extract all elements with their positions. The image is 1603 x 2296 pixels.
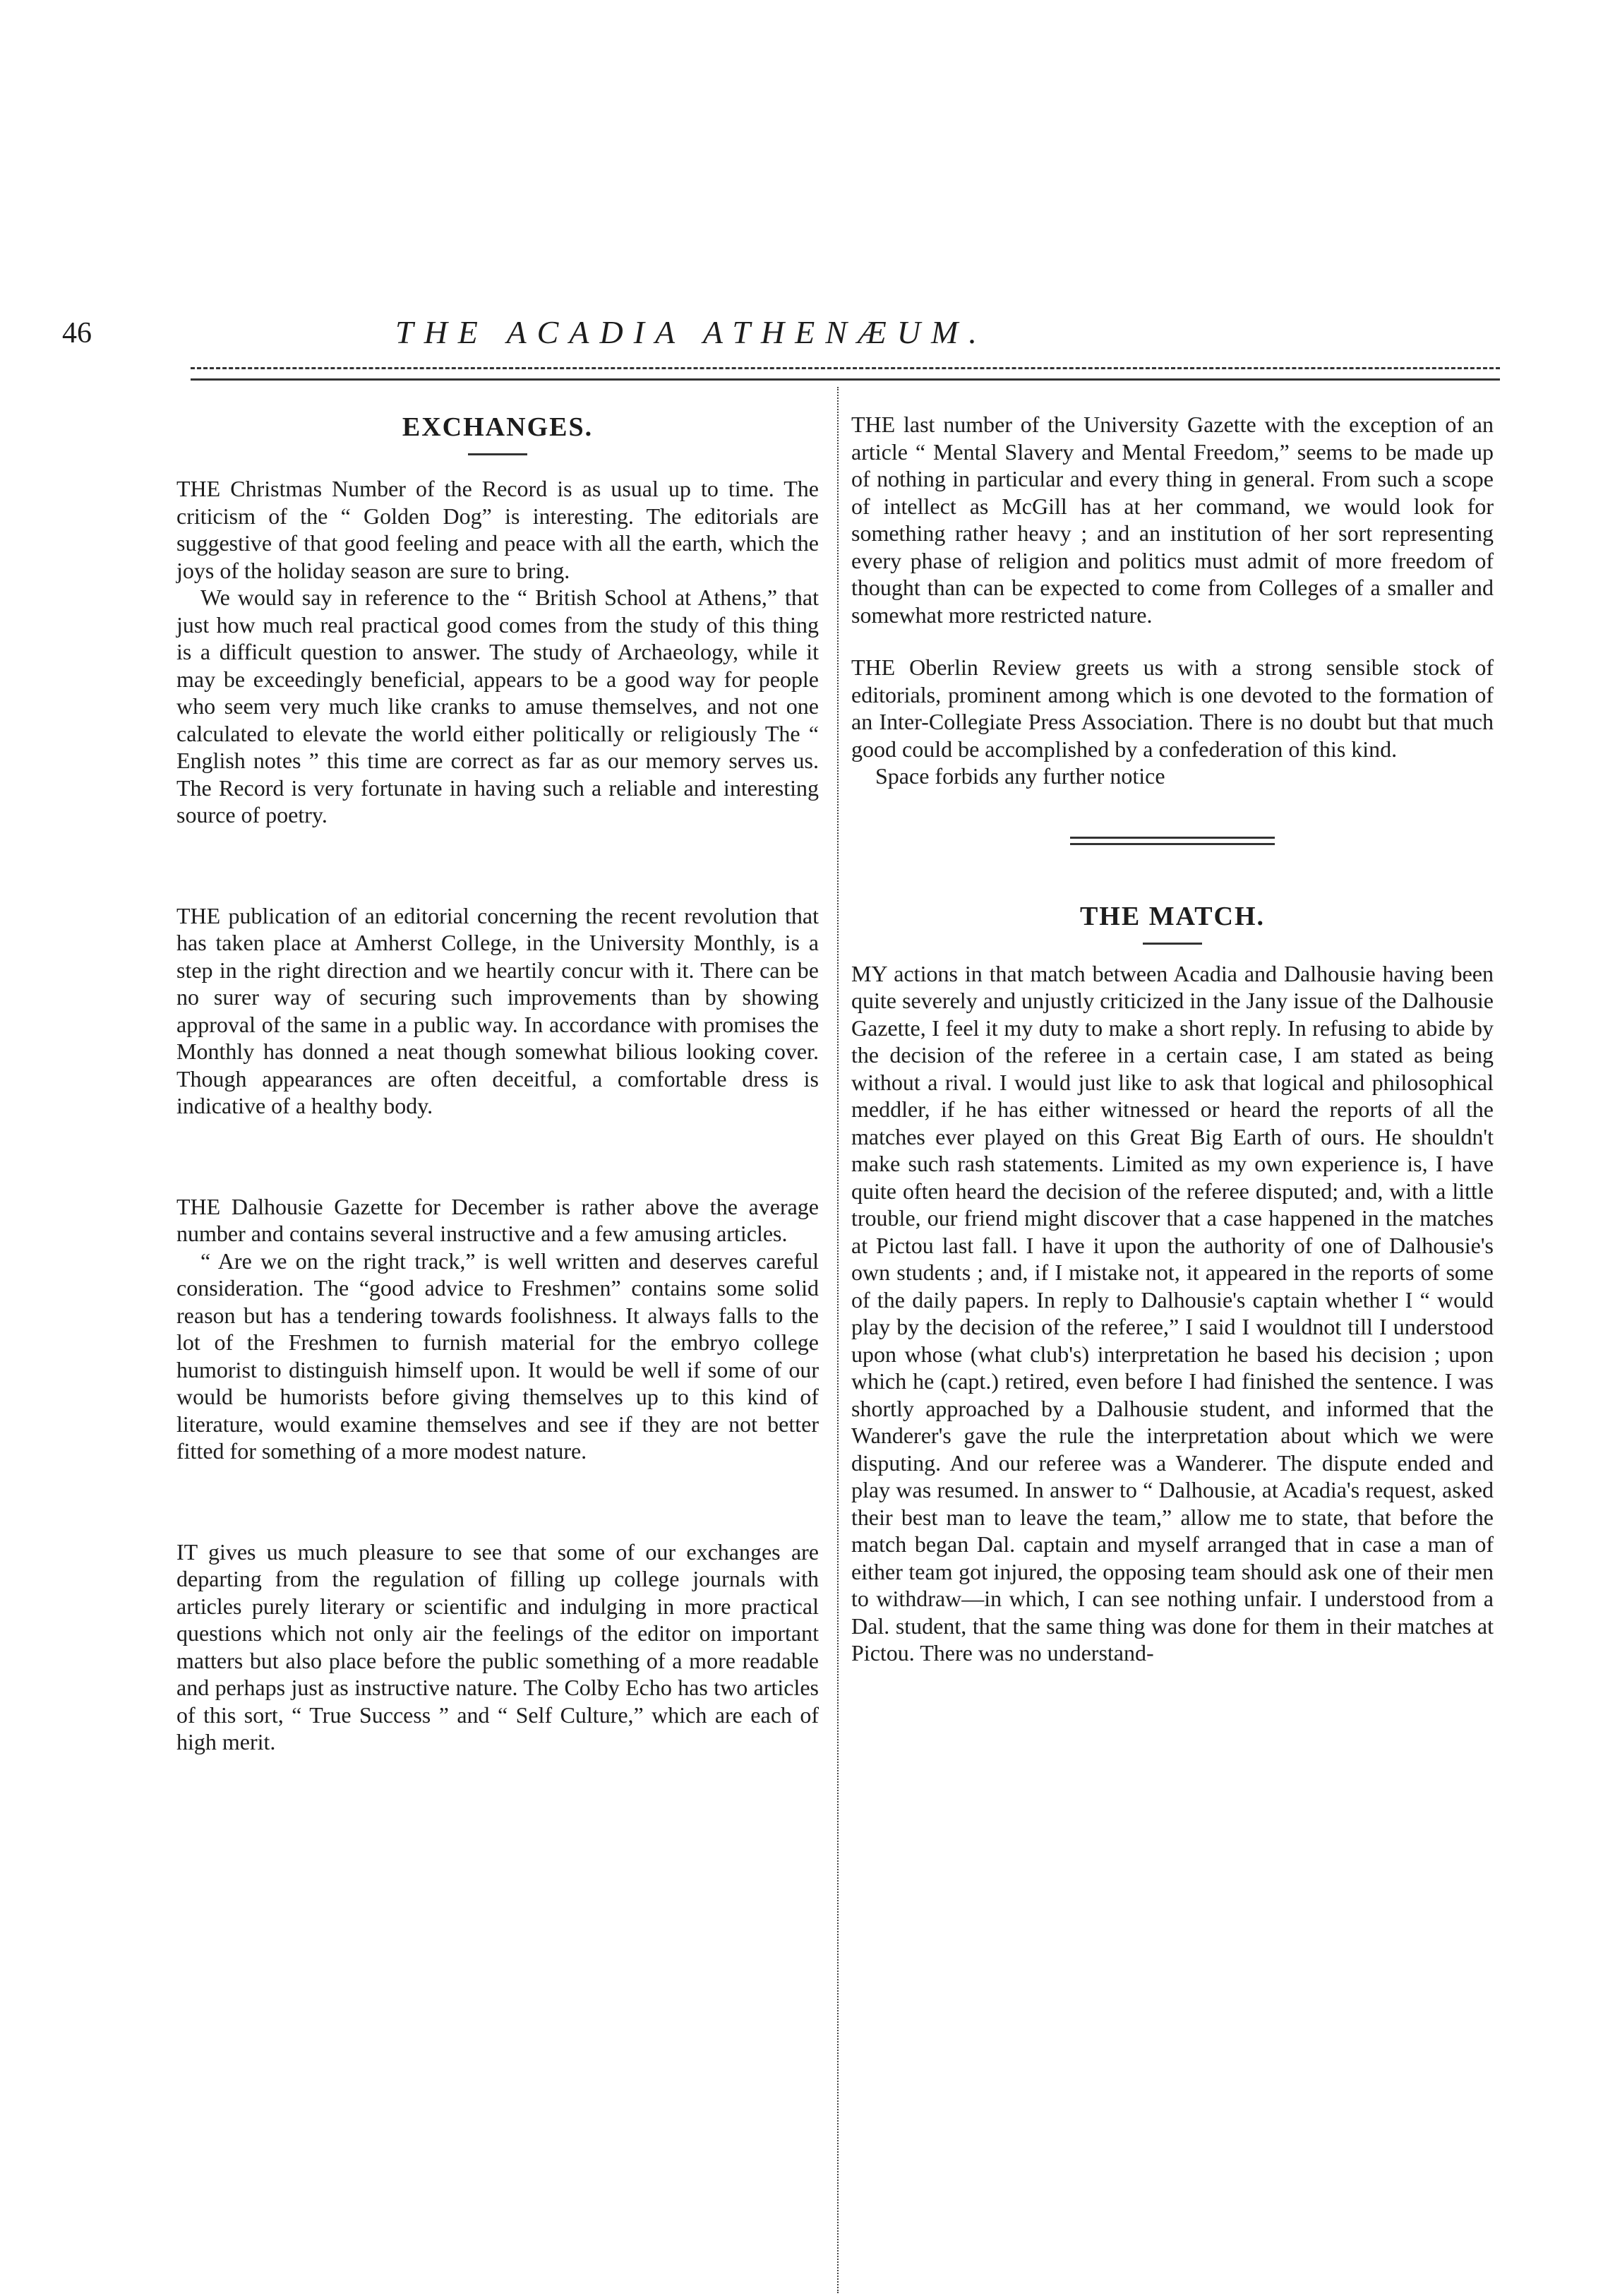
section-separator — [1070, 837, 1275, 845]
column-divider — [837, 387, 839, 2293]
space-notice: Space forbids any further notice — [875, 763, 1165, 789]
british-school-paragraph: We would say in reference to the “ British School at Athens,” that just how much real practical good comes from the study of this thing is a difficult question to answer. The study of Archaeology, while it may be exceedingly beneficial, appears to be a good way for people who seem very much like cranks to amuse themselves, and not one calculated to elevate the world either politically or religiously The “ English notes ” this time are correct as far as our memory serves us. The Record is very fortunate in having such a reliable and interesting source of poetry. — [176, 585, 819, 827]
match-heading: THE MATCH. — [1079, 901, 1266, 931]
match-paragraph: MY actions in that match between Acadia and Dalhousie having been quite severely and unjustly criticized in the Jany issue of the Dalhousie Gazette, I feel it my duty to make a short reply. In refusing to abide by the decision of the referee in a certain case, I am stated as being without a rival. I would just like to ask that logical and philosophical meddler, if he has either witnessed or heard the reports of all the matches ever played on this Great Big Earth of ours. He shouldn't make such rash statements. Limited as my own experience is, I have quite often heard the decision of the referee disputed; and, with a little trouble, our friend might discover that a case happened in the matches at Pictou last fall. I have it upon the authority of one of Dalhousie's own students ; and, if I mistake not, it appeared in the reports of some of the daily papers. In reply to Dalhousie's captain whether I “ would play by the decision of the referee,” I said I wouldnot till I understood upon whose (what club's) interpretation he based his decision ; upon which he (capt.) retired, even before I had finished the sentence. I was shortly approached by a Dalhousie student, and informed that the Wanderer's gave the rule the interpretation about which we were disputing. And our referee was a Wanderer. The dispute ended and play was resumed. In answer to “ Dalhousie, at Acadia's request, asked their best man to leave the team,” allow me to state, that before the match began Dal. captain and myself arranged that in case a man of either team got injured, the opposing team should ask one of their men to withdraw—in which, I can see nothing unfair. I understood from a Dal. student, that the same thing was done for them in their matches at Pictou. There was no understand- — [851, 960, 1494, 1666]
heading-rule — [468, 453, 527, 455]
right-track-paragraph: “ Are we on the right track,” is well written and deserves careful consideration. The “good advice to Freshmen” contains some solid reason but has a tendering towards foolishness. It always falls to the lot of the Freshmen to furnish material for the embryo college humorist to distinguish himself upon. It would be well if some of our would be humorists before giving themselves up to this kind of literature, would examine themselves and see if they are not better fitted for something of a more modest nature. — [176, 1248, 819, 1464]
colby-echo-paragraph: IT gives us much pleasure to see that some of our exchanges are departing from the regulation of filling up college journals with articles purely literary or scientific and indulging in more practical questions which not only air the feelings of the editor on important matters but also place before the public something of a more readable and perhaps just as instructive nature. The Colby Echo has two articles of this sort, “ True Success ” and “ Self Culture,” which are each of high merit. — [176, 1538, 819, 1754]
heading-rule — [1143, 943, 1202, 945]
exchanges-heading: EXCHANGES. — [402, 412, 594, 442]
right-column — [851, 411, 1494, 1667]
university-monthly-paragraph: THE publication of an editorial concerning the recent revolution that has taken place at Amherst College, in the University Monthly, is a step in the right direction and we heartily concur with it. There can be no surer way of securing such improvements than by showing approval of the same in a public way. In accordance with promises the Monthly has donned a neat though somewhat bilious looking cover. Though appearances are often deceitful, a comfortable dress is indicative of a healthy body. — [176, 902, 819, 1118]
oberlin-review-paragraph: THE Oberlin Review greets us with a strong sensible stock of editorials, prominent among which is one devoted to the formation of an Inter-Collegiate Press Association. There is no doubt but that much good could be accomplished by a confederation of this kind. — [851, 654, 1494, 762]
running-title: THE ACADIA ATHENÆUM. — [395, 314, 987, 350]
record-paragraph: THE Christmas Number of the Record is as usual up to time. The criticism of the “ Golden Dog” is interesting. The editorials are suggestive of that good feeling and peace with all the earth, which the joys of the holiday season are sure to bring. — [176, 476, 819, 583]
left-column — [176, 411, 819, 1756]
university-gazette-paragraph: THE last number of the University Gazette with the exception of an article “ Mental Slavery and Mental Freedom,” seems to be made up of nothing in particular and every thing in general. From such a scope of intellect as McGill has at her command, we would look for something rather heavy ; and an institution of her sort representing every phase of religion and politics must admit of more freedom of thought than can be expected to come from Colleges of a smaller and somewhat more restricted nature. — [851, 412, 1494, 628]
page-number: 46 — [62, 317, 92, 349]
dalhousie-gazette-paragraph: THE Dalhousie Gazette for December is rather above the average number and contains several instructive and a few amusing articles. — [176, 1193, 819, 1246]
header-rule-dashed — [191, 367, 1500, 369]
header-rule-solid — [191, 378, 1500, 381]
